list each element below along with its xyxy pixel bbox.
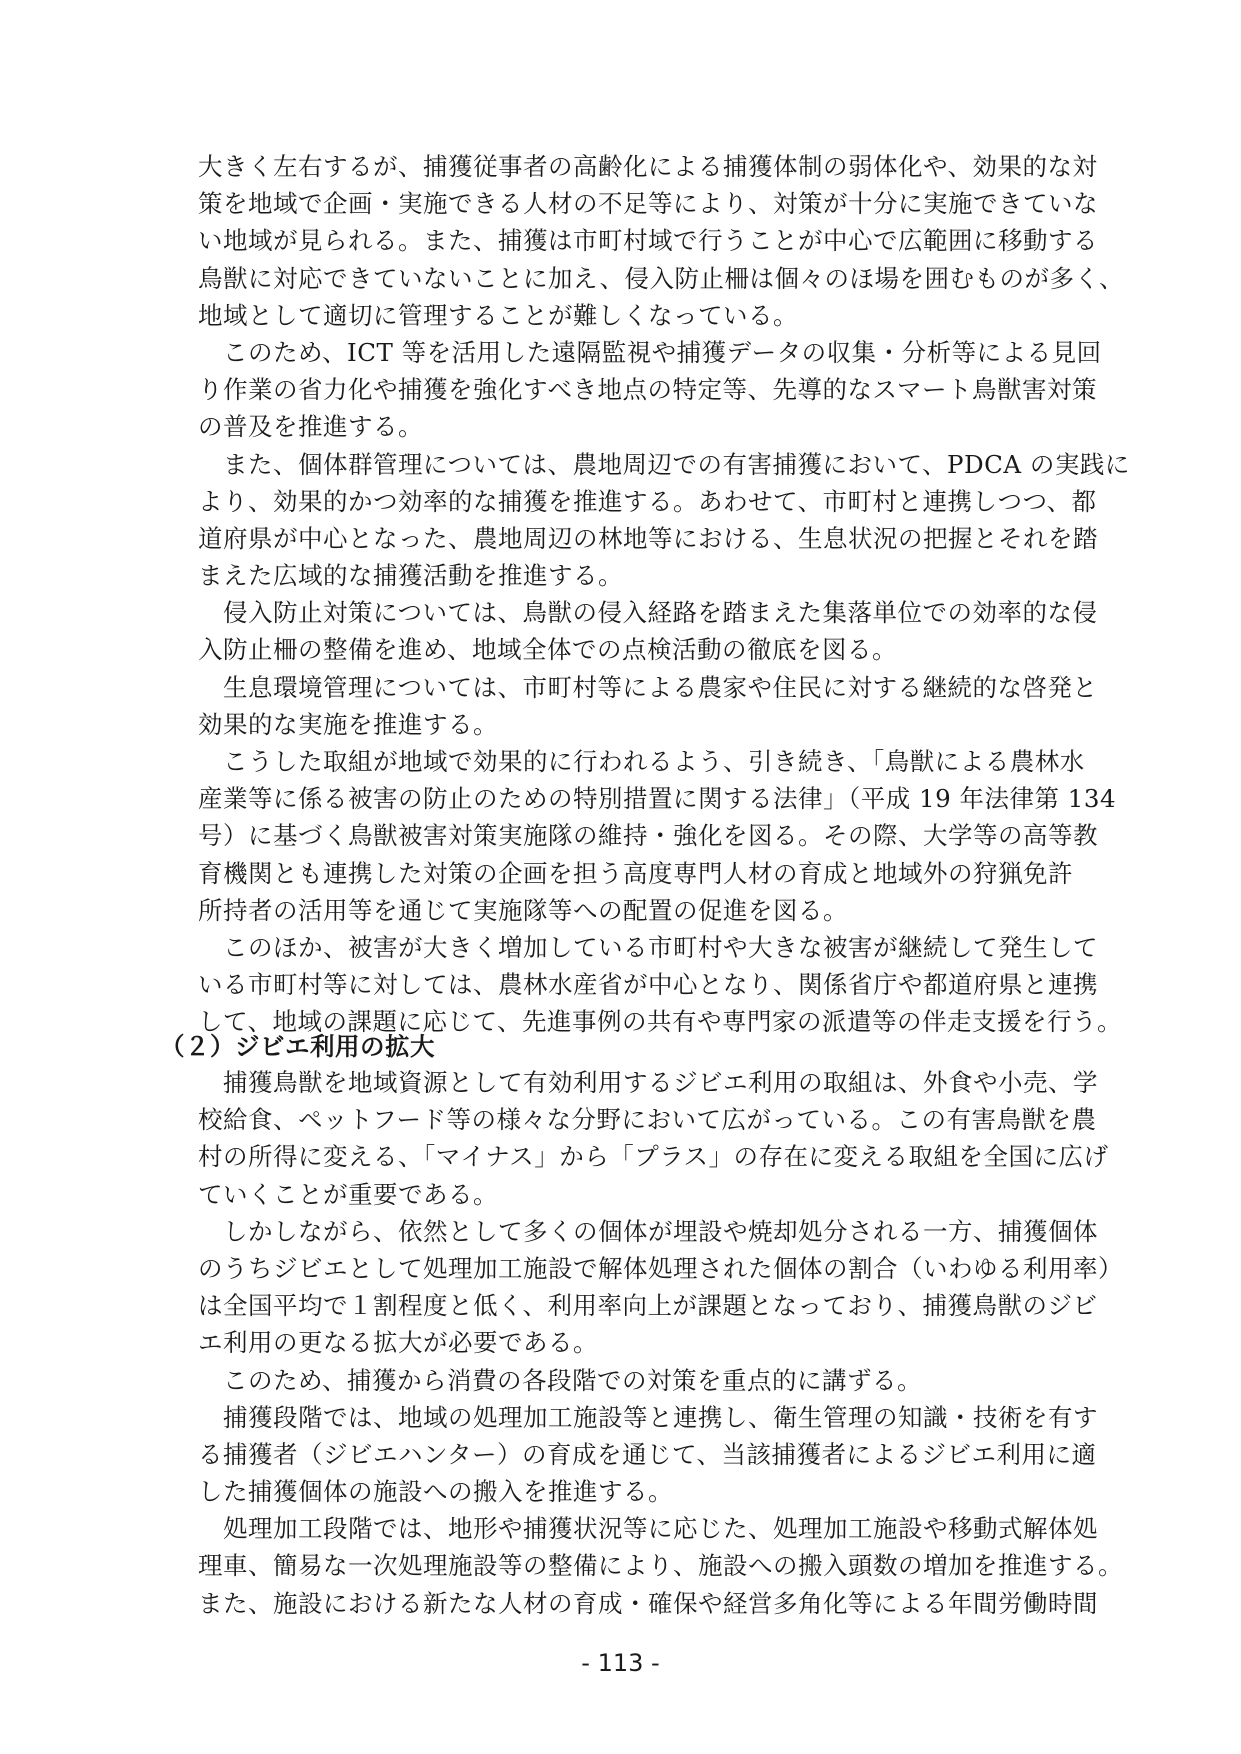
text-line: このため、捕獲から消費の各段階での対策を重点的に講ずる。 (198, 1365, 923, 1395)
text-line: まえた広域的な捕獲活動を推進する。 (198, 561, 623, 591)
text-line: こうした取組が地域で効果的に行われるよう、引き続き、「鳥獣による農林水 (198, 747, 1085, 776)
text-line: 捕獲段階では、地域の処理加工施設等と連携し、衛生管理の知識・技術を有す (198, 1402, 1098, 1432)
text-line: より、効果的かつ効率的な捕獲を推進する。あわせて、市町村と連携しつつ、都 (198, 486, 1097, 516)
text-line: いる市町村等に対しては、農林水産省が中心となり、関係省庁や都道府県と連携 (198, 970, 1098, 1000)
text-line: り作業の省力化や捕獲を強化すべき地点の特定等、先導的なスマート鳥獣害対策 (198, 375, 1098, 405)
text-line: 鳥獣に対応できていないことに加え、侵入防止柵は個々のほ場を囲むものが多く、 (198, 263, 1124, 293)
text-line: して、地域の課題に応じて、先進事例の共有や専門家の派遣等の伴走支援を行う。 (198, 1007, 1123, 1037)
page-number: - 113 - (581, 1649, 660, 1677)
text-line: 入防止柵の整備を進め、地域全体での点検活動の徹底を図る。 (198, 635, 898, 665)
text-line: ていくことが重要である。 (198, 1179, 498, 1209)
text-line: 処理加工段階では、地形や捕獲状況等に応じた、処理加工施設や移動式解体処 (198, 1514, 1098, 1544)
text-line: 村の所得に変える、「マイナス」から「プラス」の存在に変える取組を全国に広げ (198, 1142, 1109, 1172)
text-line: 策を地域で企画・実施できる人材の不足等により、対策が十分に実施できていな (198, 189, 1098, 219)
text-line: の普及を推進する。 (198, 412, 423, 442)
text-line: 号）に基づく鳥獣被害対策実施隊の維持・強化を図る。その際、大学等の高等教 (198, 821, 1098, 851)
text-line: 地域として適切に管理することが難しくなっている。 (198, 300, 798, 330)
text-line: 理車、簡易な一次処理施設等の整備により、施設への搬入頭数の増加を推進する。 (198, 1551, 1123, 1581)
text-line: のうちジビエとして処理加工施設で解体処理された個体の割合（いわゆる利用率） (198, 1253, 1123, 1283)
text-line: る捕獲者（ジビエハンター）の育成を通じて、当該捕獲者によるジビエ利用に適 (198, 1439, 1097, 1469)
text-line: 育機関とも連携した対策の企画を担う高度専門人材の育成と地域外の狩猟免許 (198, 858, 1073, 888)
text-line: 効果的な実施を推進する。 (198, 709, 498, 739)
text-line: い地域が見られる。また、捕獲は市町村域で行うことが中心で広範囲に移動する (198, 226, 1098, 256)
text-line: 校給食、ペットフード等の様々な分野において広がっている。この有害鳥獣を農 (198, 1105, 1097, 1135)
section-1-body (198, 148, 1130, 1041)
text-line: した捕獲個体の施設への搬入を推進する。 (198, 1477, 673, 1507)
text-line: 捕獲鳥獣を地域資源として有効利用するジビエ利用の取組は、外食や小売、学 (198, 1068, 1098, 1097)
text-line: このため、ICT 等を活用した遠隔監視や捕獲データの収集・分析等による見回 (198, 337, 1102, 367)
text-line: 道府県が中心となった、農地周辺の林地等における、生息状況の把握とそれを踏 (198, 523, 1098, 553)
text-line: 産業等に係る被害の防止のための特別措置に関する法律」（平成 19 年法律第 134 (198, 784, 1117, 814)
text-line: 侵入防止対策については、鳥獣の侵入経路を踏まえた集落単位での効率的な侵 (198, 598, 1098, 628)
text-line: また、個体群管理については、農地周辺での有害捕獲において、PDCA の実践に (198, 449, 1130, 479)
section-2-body (198, 1064, 1123, 1622)
text-line: エ利用の更なる拡大が必要である。 (198, 1328, 598, 1358)
section-2-heading: （２）ジビエ利用の拡大 (160, 1032, 435, 1061)
text-line: しかしながら、依然として多くの個体が埋設や焼却処分される一方、捕獲個体 (198, 1216, 1098, 1246)
text-line: また、施設における新たな人材の育成・確保や経営多角化等による年間労働時間 (198, 1588, 1098, 1618)
text-line: 生息環境管理については、市町村等による農家や住民に対する継続的な啓発と (198, 672, 1098, 702)
text-line: このほか、被害が大きく増加している市町村や大きな被害が継続して発生して (198, 932, 1098, 962)
text-line: は全国平均で１割程度と低く、利用率向上が課題となっており、捕獲鳥獣のジビ (198, 1291, 1098, 1321)
text-line: 所持者の活用等を通じて実施隊等への配置の促進を図る。 (198, 895, 848, 925)
text-line: 大きく左右するが、捕獲従事者の高齢化による捕獲体制の弱体化や、効果的な対 (198, 152, 1098, 181)
